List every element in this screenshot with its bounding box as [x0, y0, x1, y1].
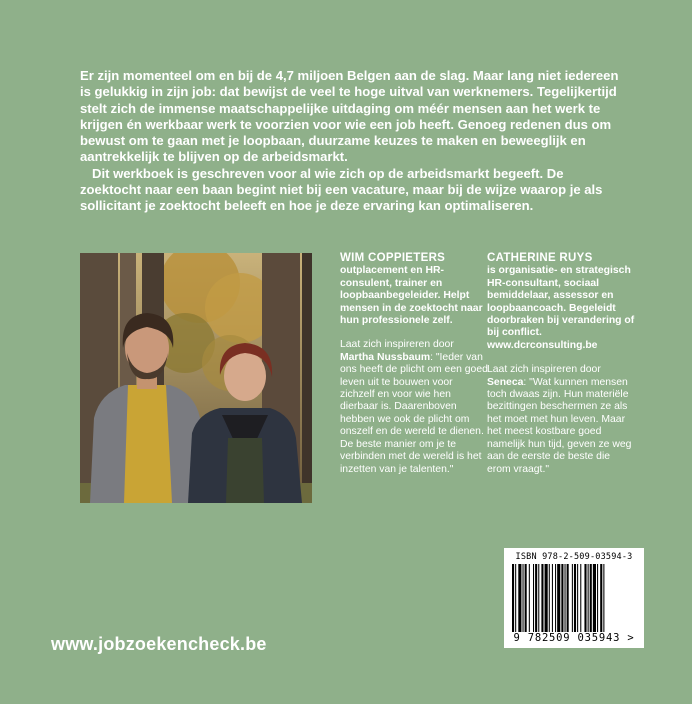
barcode-bar — [535, 564, 537, 632]
barcode-bar — [580, 564, 581, 632]
intro-paragraph-2: Dit werkboek is geschreven voor al wie zich op de arbeidsmarkt begeeft. De zoektocht naar een baan begint niet bij een vacature, maar bij de wijze waarop je als sollicitant je zoektocht beleeft en hoe je deze ervaring kan optimaliseren. — [80, 165, 603, 214]
author-role: is organisatie- en strategisch HR-consultant, sociaal bemiddelaar, assessor en loopbaancoach. Begeleidt doorbraken bij verandering of bij conflict. www.dcrconsulting.be — [487, 265, 635, 351]
isbn-digits: 9 782509 035943 > — [513, 632, 635, 644]
quote-author: Seneca — [487, 376, 524, 388]
author-bio-catherine — [487, 252, 635, 476]
barcode-bar — [561, 564, 563, 632]
author-role: outplacement en HR-consulent, trainer en loopbaanbegeleider. Helpt mensen in de zoektocht naar hun professionele zelf. — [340, 265, 483, 327]
quote-intro: Laat zich inspireren door — [340, 339, 454, 351]
barcode-bar — [567, 564, 569, 632]
quote-text: : "Wat kunnen mensen toch dwaas zijn. Hun materiële bezittingen beschermen ze als het moet met hun leven. Maar het meest kostbare goed namelijk hun tijd, geven ze weg aan de eerste de beste die erom vraagt." — [487, 376, 632, 475]
barcode-bar — [549, 564, 550, 632]
barcode-bar — [590, 564, 592, 632]
quote-author: Martha Nussbaum — [340, 351, 431, 363]
barcode-bar — [584, 564, 586, 632]
barcode-bar — [518, 564, 521, 632]
barcode-bar — [577, 564, 578, 632]
barcode-bar — [515, 564, 516, 632]
barcode-bar — [538, 564, 539, 632]
barcode-bars — [512, 564, 636, 632]
quote-intro: Laat zich inspireren door — [487, 364, 601, 376]
author-name: CATHERINE RUYS — [487, 252, 593, 264]
barcode-bar — [523, 564, 524, 632]
barcode-bar — [525, 564, 527, 632]
intro-paragraph-1: Er zijn momenteel om en bij de 4,7 miljoen Belgen aan de slag. Maar lang niet iedereen is gelukkig in zijn job: dat bewijst de veel te hoge uitval van werknemers. Tegelijkertijd stelt zich de immense maatschappelijke uitdaging om méér mensen aan het werk te krijgen én werkbaar werk te voorzien voor wie een job heeft. Genoeg redenen dus om bewust om te gaan met je loopbaan, duurzame keuzes te maken en beweeglijk en aantrekkelijk te blijven op de arbeidsmarkt. — [80, 68, 619, 165]
barcode-bar — [533, 564, 534, 632]
isbn-label: ISBN 978-2-509-03594-3 — [515, 552, 633, 562]
barcode-bar — [552, 564, 553, 632]
barcode-bar — [588, 564, 589, 632]
barcode-bar — [557, 564, 560, 632]
isbn-barcode — [504, 548, 644, 648]
barcode-bar — [600, 564, 602, 632]
barcode-bar — [593, 564, 596, 632]
barcode-bar — [555, 564, 556, 632]
barcode-bar — [572, 564, 573, 632]
barcode-bar — [512, 564, 514, 632]
authors-photo-illustration — [80, 253, 312, 503]
website-url[interactable]: www.jobzoekencheck.be — [51, 634, 267, 654]
barcode-bar — [541, 564, 543, 632]
author-quote — [340, 339, 488, 475]
author-name: WIM COPPIETERS — [340, 252, 446, 264]
barcode-bar — [565, 564, 566, 632]
barcode-bar — [597, 564, 598, 632]
barcode-bar — [529, 564, 530, 632]
author-bio-wim — [340, 252, 488, 476]
quote-text: : "Ieder van ons heeft de plicht om een goed leven uit te bouwen voor zichzelf en voor wie hen dierbaar is. Daarenboven hebben we ook de plicht om onszelf en de wereld te dienen. De beste manier om je te verbinden met de wereld is het inzetten van je talenten." — [340, 351, 488, 475]
authors-photo — [80, 253, 312, 503]
barcode-bar — [545, 564, 548, 632]
author-quote — [487, 364, 635, 476]
intro-text — [80, 68, 625, 215]
barcode-bar — [603, 564, 604, 632]
barcode-bar — [574, 564, 576, 632]
